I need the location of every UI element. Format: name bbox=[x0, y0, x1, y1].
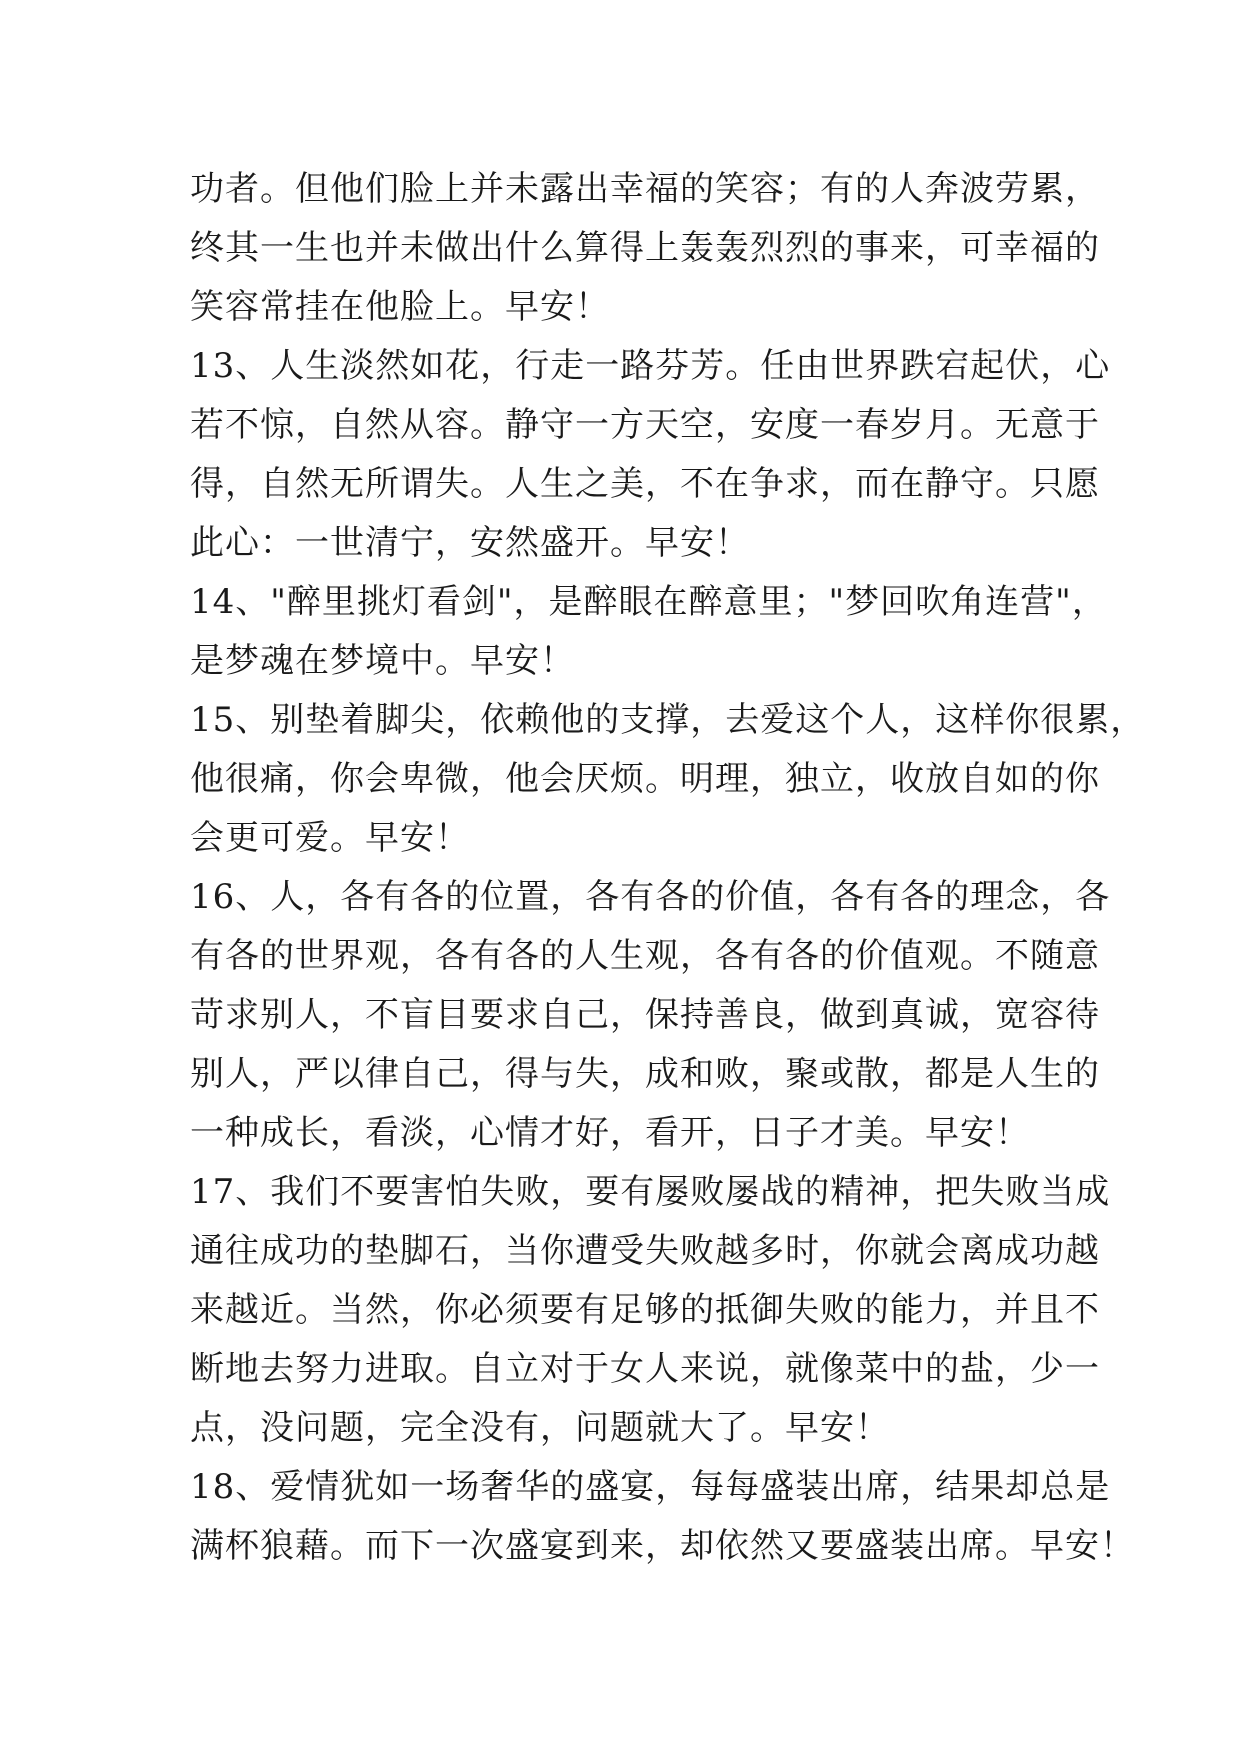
text-line: 来越近。当然，你必须要有足够的抵御失败的能力，并且不 bbox=[190, 1290, 1100, 1330]
text-line: 有各的世界观，各有各的人生观，各有各的价值观。不随意 bbox=[190, 936, 1100, 976]
text-line: 此心：一世清宁，安然盛开。早安！ bbox=[190, 523, 750, 563]
text-line: 17、我们不要害怕失败，要有屡败屡战的精神，把失败当成 bbox=[190, 1172, 1111, 1212]
text-line: 断地去努力进取。自立对于女人来说，就像菜中的盐，少一 bbox=[190, 1349, 1100, 1389]
text-line: 会更可爱。早安！ bbox=[190, 818, 470, 858]
text-line: 他很痛，你会卑微，他会厌烦。明理，独立，收放自如的你 bbox=[190, 759, 1100, 799]
text-line: 满杯狼藉。而下一次盛宴到来，却依然又要盛装出席。早安！ bbox=[190, 1526, 1135, 1566]
text-line: 若不惊，自然从容。静守一方天空，安度一春岁月。无意于 bbox=[190, 405, 1100, 445]
text-line: 得，自然无所谓失。人生之美，不在争求，而在静守。只愿 bbox=[190, 464, 1100, 504]
text-line: 功者。但他们脸上并未露出幸福的笑容；有的人奔波劳累， bbox=[190, 169, 1100, 209]
text-line: 别人，严以律自己，得与失，成和败，聚或散，都是人生的 bbox=[190, 1054, 1100, 1094]
text-line: 15、别垫着脚尖，依赖他的支撑，去爱这个人，这样你很累， bbox=[190, 700, 1146, 740]
text-line: 苛求别人，不盲目要求自己，保持善良，做到真诚，宽容待 bbox=[190, 995, 1100, 1035]
text-line: 笑容常挂在他脸上。早安！ bbox=[190, 287, 610, 327]
document-body bbox=[190, 160, 1146, 1576]
text-line: 16、人，各有各的位置，各有各的价值，各有各的理念，各 bbox=[190, 877, 1111, 917]
text-line: 是梦魂在梦境中。早安！ bbox=[190, 641, 575, 681]
text-line: 13、人生淡然如花，行走一路芬芳。任由世界跌宕起伏，心 bbox=[190, 346, 1111, 386]
text-line: 14、"醉里挑灯看剑"，是醉眼在醉意里；"梦回吹角连营"， bbox=[190, 582, 1107, 622]
text-line: 一种成长，看淡，心情才好，看开，日子才美。早安！ bbox=[190, 1113, 1030, 1153]
text-line: 终其一生也并未做出什么算得上轰轰烈烈的事来，可幸福的 bbox=[190, 228, 1100, 268]
text-line: 通往成功的垫脚石，当你遭受失败越多时，你就会离成功越 bbox=[190, 1231, 1100, 1271]
text-line: 18、爱情犹如一场奢华的盛宴，每每盛装出席，结果却总是 bbox=[190, 1467, 1111, 1507]
text-line: 点，没问题，完全没有，问题就大了。早安！ bbox=[190, 1408, 890, 1448]
